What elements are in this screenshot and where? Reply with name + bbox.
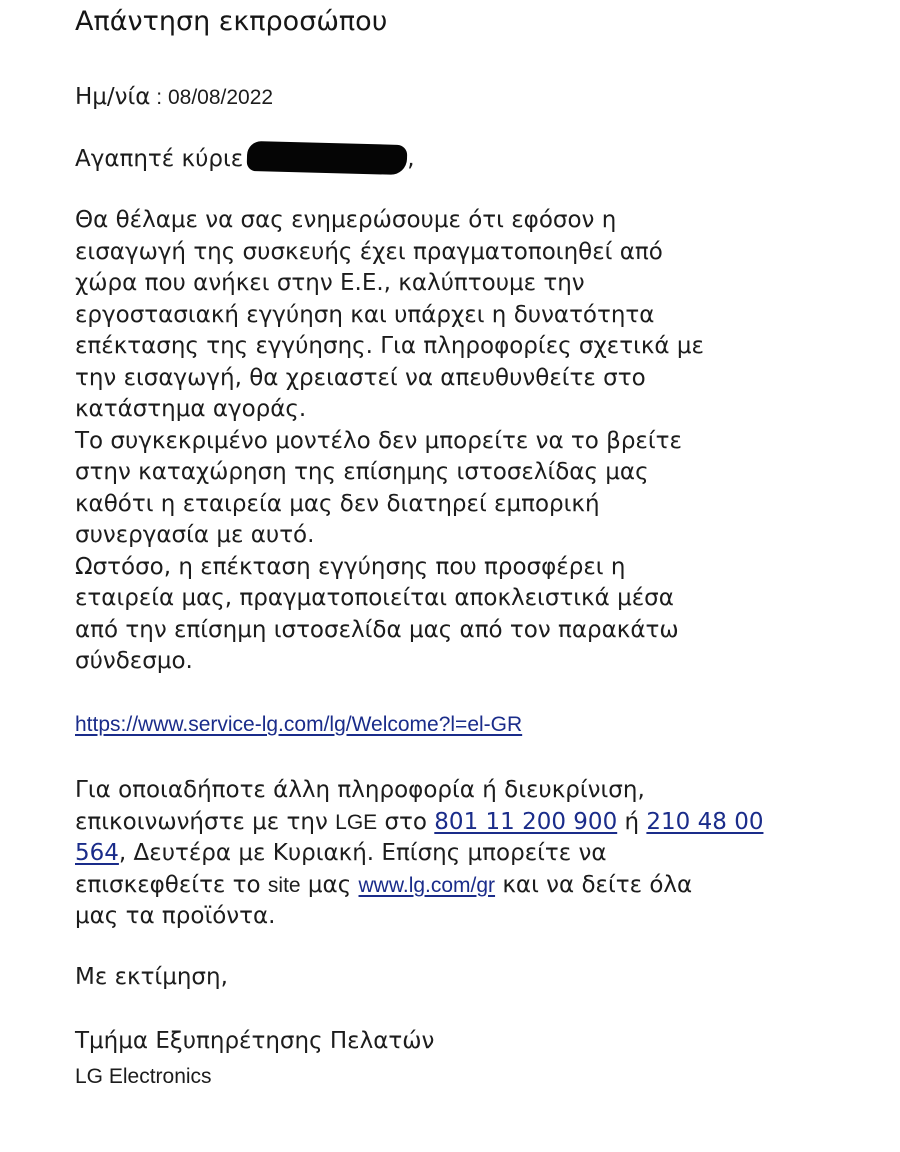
- body-line: επέκτασης της εγγύησης. Για πληροφορίες σχετικά με: [75, 333, 704, 359]
- site-word: site: [267, 873, 301, 897]
- contact-line: [75, 838, 763, 870]
- contact-text: επισκεφθείτε το: [75, 871, 268, 898]
- body-line: Θα θέλαμε να σας ενημερώσουμε ότι εφόσον η: [75, 207, 617, 233]
- body-line: κατάστημα αγοράς.: [75, 396, 307, 422]
- redacted-name-block: [247, 141, 408, 175]
- contact-text: , Δευτέρα με Κυριακή. Επίσης μπορείτε να: [118, 840, 607, 866]
- contact-line: Για οποιαδήποτε άλλη πληροφορία ή διευκρίνιση,: [75, 777, 645, 803]
- body-line: εταιρεία μας, πραγματοποιείται αποκλειστικά μέσα: [75, 585, 674, 611]
- greeting-salutation: Αγαπητέ κύριε: [75, 146, 244, 172]
- body-line: από την επίσημη ιστοσελίδα μας από τον παρακάτω: [75, 616, 679, 643]
- phone-link-secondary-part2[interactable]: 564: [75, 840, 119, 866]
- contact-line: μας τα προϊόντα.: [75, 903, 276, 929]
- contact-line: [75, 870, 763, 902]
- contact-text: ή: [617, 808, 647, 835]
- brand-text: LGE: [335, 810, 378, 834]
- body-line: συνεργασία με αυτό.: [75, 522, 315, 548]
- body-line: χώρα που ανήκει στην Ε.Ε., καλύπτουμε την: [75, 270, 585, 296]
- page-title: Απάντηση εκπροσώπου: [75, 6, 388, 37]
- phone-link-primary[interactable]: 801 11 200 900: [434, 808, 618, 835]
- body-line: εργοστασιακή εγγύηση και υπάρχει η δυνατότητα: [75, 301, 655, 328]
- date-line: [75, 80, 273, 115]
- body-line: Το συγκεκριμένο μοντέλο δεν μπορείτε να το βρείτε: [75, 427, 682, 454]
- body-line: στην καταχώρηση της επίσημης ιστοσελίδας μας: [75, 459, 649, 485]
- contact-text: και να δείτε όλα: [495, 871, 693, 898]
- signature-department: Τμήμα Εξυπηρέτησης Πελατών: [75, 1028, 435, 1054]
- contact-text: στο: [377, 808, 435, 835]
- body-paragraph-main: [75, 205, 704, 678]
- greeting-comma: ,: [407, 146, 415, 172]
- date-separator: :: [150, 86, 168, 109]
- body-line: σύνδεσμο.: [75, 648, 193, 674]
- greeting-line: [75, 142, 415, 176]
- service-link-paragraph: [75, 708, 522, 742]
- contact-paragraph: [75, 775, 763, 933]
- website-link[interactable]: www.lg.com/gr: [358, 873, 496, 897]
- body-line: Ωστόσο, η επέκταση εγγύησης που προσφέρει η: [75, 553, 626, 580]
- body-line: καθότι η εταιρεία μας δεν διατηρεί εμπορική: [75, 490, 600, 517]
- contact-text: μας: [300, 871, 359, 898]
- body-line: εισαγωγή της συσκευής έχει πραγματοποιηθεί από: [75, 238, 663, 265]
- phone-link-secondary-part1[interactable]: 210 48 00: [646, 808, 764, 835]
- signature-company: LG Electronics: [75, 1065, 212, 1088]
- contact-line: [75, 807, 763, 839]
- service-link[interactable]: https://www.service-lg.com/lg/Welcome?l=el-GR: [75, 713, 523, 736]
- body-line: την εισαγωγή, θα χρειαστεί να απευθυνθείτε στο: [75, 364, 646, 391]
- date-label: Ημ/νία: [75, 84, 151, 110]
- date-value: 08/08/2022: [167, 86, 274, 109]
- contact-text: επικοινωνήστε με την: [75, 808, 336, 835]
- closing-regards: Με εκτίμηση,: [75, 964, 228, 990]
